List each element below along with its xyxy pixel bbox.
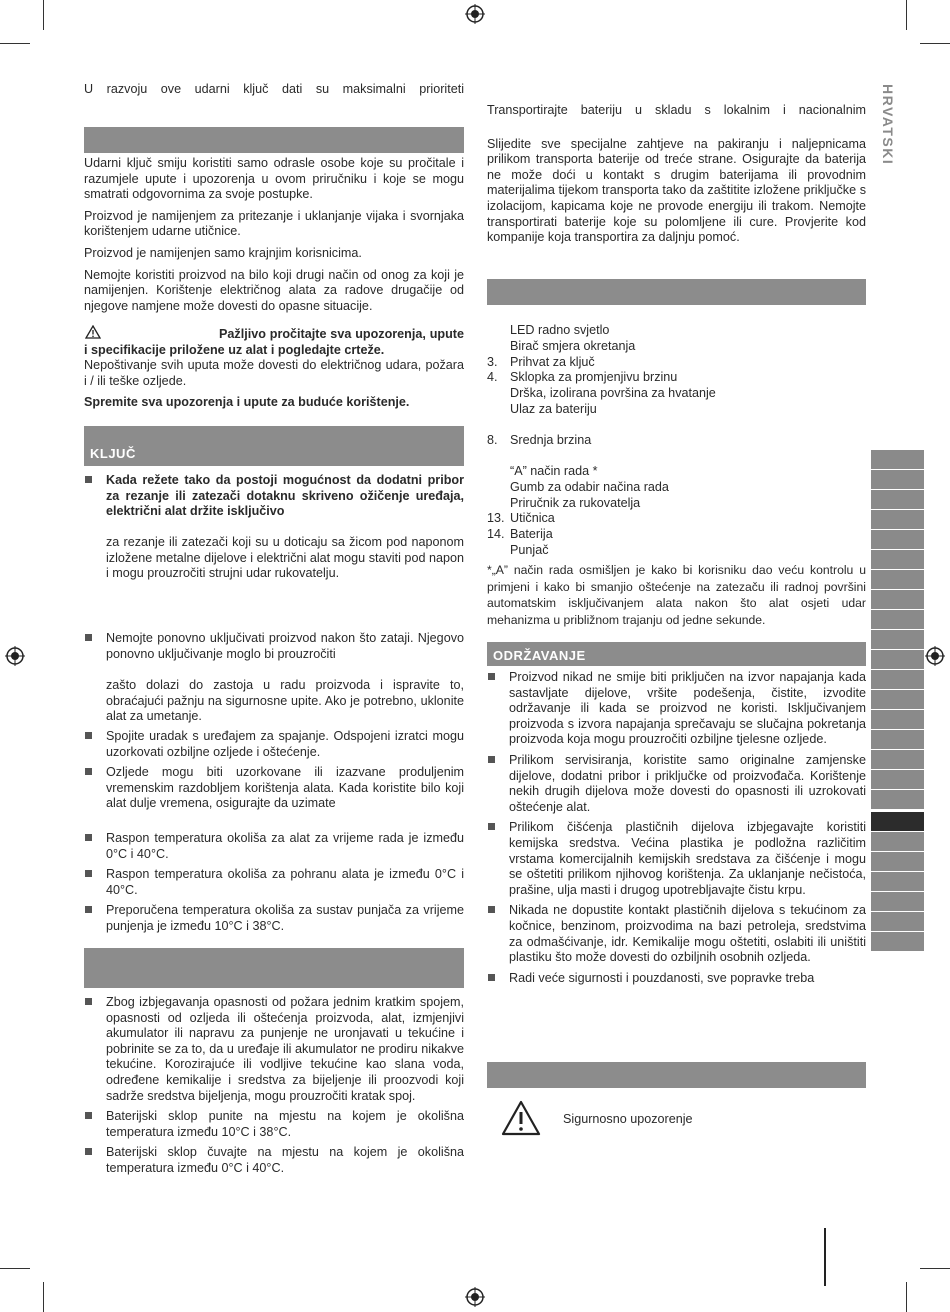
thumb-tab bbox=[871, 570, 924, 590]
bullet-square-icon bbox=[488, 756, 495, 763]
part-label: Priručnik za rukovatelja bbox=[510, 496, 641, 510]
thumb-tab bbox=[871, 450, 924, 470]
list-item: Nikada ne dopustite kontakt plastičnih dijelova s tekućinom za kočnice, benzinom, proizvodima na bazi petroleja, sredstvima za odmašćivanje, idr. Kemikalije mogu oštetiti, oslabiti ili uništiti plastiku što može dovesti do ozbiljnih osobnih ozljeda. bbox=[487, 903, 866, 965]
part-label: Punjač bbox=[510, 543, 549, 557]
bullet-square-icon bbox=[488, 673, 495, 680]
part-label: Gumb za odabir načina rada bbox=[510, 480, 669, 494]
bullet-square-icon bbox=[85, 906, 92, 913]
side-language-label: HRVATSKI bbox=[880, 84, 896, 166]
thumb-tab bbox=[871, 470, 924, 490]
list-item: Baterijski sklop punite na mjestu na kojem je okolišna temperatura između 10°C i 38°C. bbox=[84, 1109, 464, 1140]
crop-mark bbox=[43, 1282, 44, 1312]
section-bar bbox=[487, 279, 866, 305]
part-number: 4. bbox=[487, 370, 498, 384]
list-item: Prilikom servisiranja, koristite samo originalne zamjenske dijelove, dodatni pribor i priključke od proizvođača. Korištenje nekih drugih dijelova može dovesti do opasnosti ili uzrokovati oštećenje alat. bbox=[487, 753, 866, 815]
part-number: 3. bbox=[487, 355, 498, 369]
left-section-2b bbox=[84, 631, 464, 667]
crop-mark bbox=[906, 1282, 907, 1312]
registration-mark-icon bbox=[465, 1287, 485, 1307]
bullet-square-icon bbox=[85, 1148, 92, 1155]
paragraph: Proizvod je namijenjem za pritezanje i uklanjanje vijaka i svornjaka korištenjem udarne utičnice. bbox=[84, 208, 464, 239]
section-bar bbox=[84, 127, 464, 153]
bullet-square-icon bbox=[85, 834, 92, 841]
right-maintenance bbox=[487, 670, 866, 991]
thumb-tab bbox=[871, 872, 924, 892]
list-item: Proizvod nikad ne smije biti priključen na izvor napajanja kada sastavljate dijelove, vršite podešenja, čistite, izvodite održavanje ili kada se proizvod ne koristi. Isključivanjem proizvoda s izvora napajanja sprečavaju se slučajna pokretanja proizvoda koja mogu prouzročiti ozbiljne tjelesne ozljede. bbox=[487, 670, 866, 748]
thumb-tab bbox=[871, 790, 924, 810]
paragraph: Proizvod je namijenjen samo krajnjim korisnicima. bbox=[84, 245, 362, 260]
right-transport bbox=[487, 103, 866, 252]
left-section-1 bbox=[84, 156, 464, 320]
list-item: Raspon temperatura okoliša za pohranu alata je između 0°C i 40°C. bbox=[84, 867, 464, 898]
intro-text: U razvoju ove udarni ključ dati su maksimalni prioriteti bbox=[84, 82, 464, 96]
paragraph: Slijedite sve specijalne zahtjeve na pakiranju i naljepnicama prilikom transporta baterije od treće strane. Osigurajte da baterija ne može doći u kontakt s drugim baterijama ili provodnim materijalima tijekom transporta tako da zaštitite izložene priključke s izolacijom, kapicama koje ne provode energiju ili trakom. Nemojte transportirati baterije koje su polomljene ili cure. Provjerite kod kompanije koja transportira za daljnju pomoć. bbox=[487, 136, 866, 245]
section-bar bbox=[84, 948, 464, 988]
list-item: Kada režete tako da postoji mogućnost da dodatni pribor za rezanje ili zatezači dotaknu skriveno ožičenje uređaja, električni alat držite isključivo bbox=[84, 473, 464, 520]
warning-bold-text: Pažljivo pročitajte sva upozorenja, upute i specifikacije priložene uz alat i pogledajte crteže. bbox=[84, 327, 464, 357]
crop-mark bbox=[920, 1268, 950, 1269]
part-number: 13. bbox=[487, 511, 505, 525]
part-label: Birač smjera okretanja bbox=[510, 339, 636, 353]
part-label: Sklopka za promjenjivu brzinu bbox=[510, 370, 678, 384]
list-item: Ozljede mogu biti uzorkovane ili izazvane produljenim vremenskim razdobljem korištenja alata. Kada koristite bilo koji alat dulje vremena, osigurajte da uzimate bbox=[84, 765, 464, 812]
list-item: Prilikom čišćenja plastičnih dijelova izbjegavajte koristiti kemijska sredstva. Većina plastika je podložna različitim vrstama komercijalnih kemijskih sredstava za čišćenje i mogu se oštetiti prilikom njihovog korištenja. Za uklanjanje nečistoća, prašine, ulja masti i drugog upotrebljavajte čistu krpu. bbox=[487, 820, 866, 898]
registration-mark-icon bbox=[925, 646, 945, 666]
thumb-tab bbox=[871, 730, 924, 750]
registration-mark-icon bbox=[465, 4, 485, 24]
keep-instructions-text: Spremite sva upozorenja i upute za buduće korištenje. bbox=[84, 395, 410, 409]
thumb-tab bbox=[871, 750, 924, 770]
footnote-text: *„A” način rada osmišljen je kako bi korisniku dao veću kontrolu u primjeni i kako bi smanjio oštećenje na zatezaču ili radnoj površini automatskim isključivanjem alata nakon što alat osjeti udar mehanizma u približnom trajanju od jedne sekunde. bbox=[487, 563, 866, 627]
thumb-tab bbox=[871, 770, 924, 790]
part-label: Baterija bbox=[510, 527, 553, 541]
thumb-tab bbox=[871, 710, 924, 730]
part-label: Ulaz za bateriju bbox=[510, 402, 597, 416]
thumb-tab bbox=[871, 690, 924, 710]
bullet-square-icon bbox=[85, 634, 92, 641]
crop-mark bbox=[0, 43, 30, 44]
bullet-square-icon bbox=[85, 476, 92, 483]
list-item: Baterijski sklop čuvajte na mjestu na kojem je okolišna temperatura između 0°C i 40°C. bbox=[84, 1145, 464, 1176]
crop-mark bbox=[43, 0, 44, 30]
symbol-label: Sigurnosno upozorenje bbox=[563, 1112, 693, 1126]
thumb-tab bbox=[871, 932, 924, 952]
thumb-tab bbox=[871, 630, 924, 650]
list-item-continuation: za rezanje ili zatezači koji su u doticaju sa žicom pod naponom izložene metalne dijelove i električni alat mogu staviti pod napon i mogu prouzročiti strujni udar rukovatelju. bbox=[106, 535, 464, 581]
part-label: Srednja brzina bbox=[510, 433, 592, 447]
part-label: Drška, izolirana površina za hvatanje bbox=[510, 386, 716, 400]
paragraph: Transportirajte bateriju u skladu s lokalnim i nacionalnim bbox=[487, 103, 866, 117]
part-label: Utičnica bbox=[510, 511, 555, 525]
thumb-tab bbox=[871, 832, 924, 852]
warning-text: Nepoštivanje svih uputa može dovesti do električnog udara, požara i / ili teške ozljede. bbox=[84, 358, 464, 388]
section-bar bbox=[487, 1062, 866, 1088]
crop-mark bbox=[906, 0, 907, 30]
thumb-tab bbox=[871, 610, 924, 630]
list-item: Spojite uradak s uređajem za spajanje. Odspojeni izratci mogu uzorkovati ozbiljne ozljede i oštećenje. bbox=[84, 729, 464, 760]
list-item: Raspon temperatura okoliša za alat za vrijeme rada je između 0°C i 40°C. bbox=[84, 831, 464, 862]
crop-mark bbox=[0, 1268, 30, 1269]
part-number: 8. bbox=[487, 433, 498, 447]
part-number: 14. bbox=[487, 527, 505, 541]
section-bar-odrzavanje bbox=[487, 642, 866, 666]
left-section-2c bbox=[84, 729, 464, 817]
warning-block bbox=[84, 327, 464, 389]
left-section-2d bbox=[84, 831, 464, 940]
part-label: Prihvat za ključ bbox=[510, 355, 595, 369]
bullet-square-icon bbox=[85, 870, 92, 877]
thumb-tab bbox=[871, 892, 924, 912]
thumb-tab bbox=[871, 590, 924, 610]
thumb-tab bbox=[871, 550, 924, 570]
bullet-square-icon bbox=[85, 1112, 92, 1119]
paragraph: Udarni ključ smiju koristiti samo odrasle osobe koje su pročitale i razumjele upute i upozorenja u ovom priručniku i koje se mogu smatrati odgovornima za svoje postupke. bbox=[84, 156, 464, 202]
safety-warning-icon bbox=[501, 1100, 541, 1136]
bullet-square-icon bbox=[488, 823, 495, 830]
list-item: Radi veće sigurnosti i pouzdanosti, sve popravke treba bbox=[487, 971, 866, 987]
part-label: “A” način rada * bbox=[510, 464, 598, 478]
thumb-tab bbox=[871, 530, 924, 550]
page-edge-line bbox=[824, 1228, 826, 1286]
bullet-square-icon bbox=[488, 974, 495, 981]
bullet-square-icon bbox=[85, 732, 92, 739]
left-section-3 bbox=[84, 995, 464, 1182]
thumb-tab bbox=[871, 670, 924, 690]
list-item: Zbog izbjegavanja opasnosti od požara jednim kratkim spojem, opasnosti od ozljeda ili oštećenja proizvoda, alat, izmjenjivi akumulator ili napravu za punjenje ne uronjavati u tekućine i pobrinite se za to, da u uređaje ili akumulator ne prodiru nikakve tekućine. Korozirajuće ili vodljive tekućine kao slana voda, određene kemikalije i sredstva za bijeljenje ili proozvodi koji sadrže sredstva bijeljenja, mogu prouzročiti kratak spoj. bbox=[84, 995, 464, 1104]
left-intro bbox=[84, 82, 464, 104]
list-item: Preporučena temperatura okoliša za sustav punjača za vrijeme punjenja je između 10°C i 38°C. bbox=[84, 903, 464, 934]
thumb-tab bbox=[871, 650, 924, 670]
thumb-tab-active bbox=[871, 812, 924, 832]
section-bar-kljuc bbox=[84, 426, 464, 466]
bullet-square-icon bbox=[488, 906, 495, 913]
thumb-tab bbox=[871, 912, 924, 932]
footnote bbox=[487, 562, 866, 634]
thumb-tab bbox=[871, 490, 924, 510]
left-section-2 bbox=[84, 473, 464, 525]
paragraph: Nemojte koristiti proizvod na bilo koji drugi način od onog za koji je namijenjen. Korištenje električnog alata za radove drugačije od njegove namjene može dovesti do opasne situacije. bbox=[84, 267, 464, 313]
bullet-square-icon bbox=[85, 998, 92, 1005]
thumb-tab bbox=[871, 852, 924, 872]
list-item: Nemojte ponovno uključivati proizvod nakon što zataji. Njegovo ponovno uključivanje moglo bi prouzročiti bbox=[84, 631, 464, 662]
registration-mark-icon bbox=[5, 646, 25, 666]
section-title: ODRŽAVANJE bbox=[493, 648, 586, 663]
thumb-tab bbox=[871, 510, 924, 530]
part-label: LED radno svjetlo bbox=[510, 323, 610, 337]
crop-mark bbox=[920, 43, 950, 44]
bullet-square-icon bbox=[85, 768, 92, 775]
keep-instructions bbox=[84, 395, 464, 417]
list-item-continuation: zašto dolazi do zastoja u radu proizvoda i ispravite to, obraćajući pažnju na sigurnosne upite. Ako je potrebno, uklonite alat za umetanje. bbox=[106, 678, 464, 724]
section-title: KLJUČ bbox=[90, 446, 136, 461]
